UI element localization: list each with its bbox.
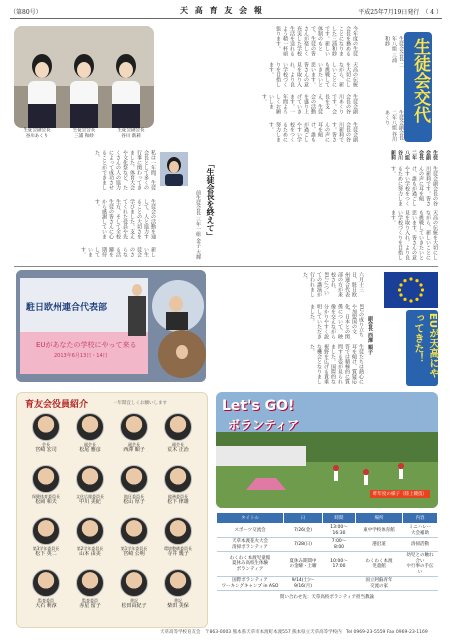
officer-photo	[32, 413, 60, 441]
eu-byline: 副会長 西澤 順子	[367, 316, 373, 355]
article1-paragraph: 天高の伝統を大切にしながら、新しいことにも挑戦していきたいと思います。皆さんの意見を取り入れ、より良い学校づくりを目指します。	[390, 210, 438, 261]
officer-card	[119, 413, 149, 453]
table-row	[217, 577, 438, 591]
officer-card	[75, 517, 105, 557]
table-cell: 東中学校体育館	[356, 524, 403, 538]
officer-name: 松下 英二	[35, 551, 57, 557]
table-row	[217, 524, 438, 538]
byline-3: 生徒会副会長 二年八組 谷川 新莉	[390, 150, 438, 160]
officer-photo	[120, 569, 148, 597]
officer-name: 大石 莉淳	[35, 603, 57, 609]
eu-lecture-image	[16, 270, 206, 382]
officer-photo	[76, 465, 104, 493]
student-council-title: 生徒会交代	[410, 38, 430, 123]
officer-role: 第3学年委員長	[32, 546, 60, 551]
volunteer-photo	[216, 392, 438, 508]
table-cell: ミニハレー 大会補助	[403, 524, 438, 538]
officer-card	[119, 569, 149, 609]
table-row	[217, 538, 438, 552]
issue-number: （第80号）	[10, 9, 42, 16]
table-cell: 9/14(土)〜 9/16(月)	[284, 577, 323, 591]
article2-paragraph: 私は一年間、生徒会長として多くの行事に関わってきました。体育大会や文化祭など、たくさんの人の協力によって成功させることができました。	[94, 150, 156, 190]
officer-card	[31, 569, 61, 609]
table-cell: 国際ボランティア ワーキングキャンプ in ASO	[217, 577, 284, 591]
officers-panel	[16, 392, 208, 628]
col-header-content: 内容	[403, 513, 438, 524]
eu-flag-icon	[384, 272, 438, 308]
student-council-title-box	[404, 32, 432, 142]
officer-photo	[76, 517, 104, 545]
officer-photo	[32, 465, 60, 493]
officers-title: 育友会役員紹介	[25, 400, 89, 410]
article1-bylines	[360, 36, 404, 146]
officer-card	[119, 517, 149, 557]
volunteer-table	[216, 512, 438, 591]
volunteer-table-body	[217, 524, 438, 591]
eu-title: EUが天高にやってきた！	[412, 313, 438, 378]
table-cell: 国立阿蘇青年 交流の家	[356, 577, 403, 591]
officer-name: 中川 美紀	[79, 499, 101, 505]
officer-role: 監査委員	[82, 598, 98, 603]
officer-role: 保健体育委員長	[32, 494, 60, 499]
officer-role: 文化広報委員長	[76, 494, 104, 499]
volunteer-photo-caption: 昨年度の様子（陸上競技）	[370, 490, 430, 498]
officers-subtitle: 一年間宜しくお願いします	[113, 401, 167, 406]
eu-title-box	[406, 310, 438, 386]
table-cell: 港沿道	[356, 538, 403, 552]
section-divider	[14, 266, 438, 267]
article1-paragraph: 今年度の生徒会長を務めることになりました三浦和紗です。新しい体制のもとで、生徒の皆さんが楽しく充実した学校生活を送れるよう精一杯頑張ります。	[275, 26, 358, 56]
article2-paragraph: 新しい生徒会のさらなる活躍を期待しています。	[80, 247, 156, 258]
table-cell: わくわく本渡 児童館	[356, 552, 403, 577]
officer-name: 赤星 留子	[79, 603, 101, 609]
officer-photo	[164, 465, 192, 493]
volunteer-schedule	[216, 512, 438, 620]
officer-name: 松田由紀子	[121, 603, 147, 609]
col-header-date: 日	[284, 513, 323, 524]
officer-role: 副会長	[172, 442, 184, 447]
officer-photo	[120, 413, 148, 441]
table-cell: 7/28(日)	[284, 538, 323, 552]
officer-card	[31, 517, 61, 557]
table-cell: 10:00〜 17:00	[323, 552, 356, 577]
newsletter-title: 天 高 育 友 会 報	[180, 5, 264, 15]
officer-photo	[120, 517, 148, 545]
table-cell: わくわく本渡児童館 夏休み高校生体験 ボランティア	[217, 552, 284, 577]
former-president-byline: 前生徒会長 三年一組 金子 大輝	[195, 190, 201, 260]
three-students-image	[14, 26, 154, 128]
photo-caption-1: 生徒会副会長 谷川あくり	[23, 128, 51, 139]
officer-photo	[32, 517, 60, 545]
officer-name: 宮崎 宏司	[35, 447, 57, 453]
page-header	[10, 4, 442, 19]
former-president-portrait	[160, 152, 188, 186]
page-footer: 天草高等学校育友会 〒863-0003 熊本県天草市本渡町本渡557 熊本県立天草高等学校内 Tel 0969-23-5559 Fax 0969-23-1169	[160, 630, 428, 635]
officer-role: 総務委員長	[168, 494, 188, 499]
officer-name: 松尾 雅彦	[79, 447, 101, 453]
officer-role: 副会長	[128, 442, 140, 447]
officer-card	[163, 517, 193, 557]
photo-caption-2: 生徒会会長 三浦 和紗	[72, 128, 96, 139]
article1-paragraph: 天高の伝統を大切にしながら、新しいことにも挑戦していきたいと思います。皆さんの意見を取り入れ、より良い学校づくりを目指します。	[268, 61, 358, 87]
officer-photo	[32, 569, 60, 597]
col-header-title: タイトル	[217, 513, 284, 524]
officer-card	[75, 569, 105, 609]
officer-role: 第1学年委員長	[120, 546, 148, 551]
officer-role: 地区委員長	[124, 494, 144, 499]
officer-role: 副会長	[84, 442, 96, 447]
table-cell: 7/26(金)	[284, 524, 323, 538]
officer-role: 書記	[130, 598, 138, 603]
officer-photo	[164, 413, 192, 441]
officer-name: 寺井 幾子	[167, 551, 189, 557]
officer-card	[75, 465, 105, 505]
officer-photo	[76, 569, 104, 597]
officer-name: 松山 厚子	[123, 499, 145, 505]
issue-date-page: 平成25年7月19日発行 （ 4 ）	[358, 9, 442, 16]
table-cell: 幼児との触れ合い や行事の手伝い	[403, 552, 438, 577]
table-cell	[323, 577, 356, 591]
article2-body	[16, 150, 156, 262]
article1-body-lower	[232, 150, 438, 262]
officer-role: 第2学年委員長	[76, 546, 104, 551]
article1-paragraph: 生徒会副会長の谷川あくりです。会長を支え、生徒会の活動を盛り上げていきます。一年間よろしくお願いします。	[261, 94, 358, 115]
article1-body	[160, 26, 358, 144]
officer-card	[163, 413, 193, 453]
table-cell: 夏休み期間中 の金曜・土曜	[284, 552, 323, 577]
officer-card	[31, 465, 61, 505]
table-cell: 清掃活動	[403, 538, 438, 552]
article1-paragraph: 生徒会副会長の谷川新莉です。皆さんの声に耳を傾け、誰もが過ごしやすい学校をつくるために努力します。	[268, 121, 358, 142]
table-cell: 13:00〜 16:30	[323, 524, 356, 538]
table-cell	[403, 577, 438, 591]
officer-photo	[164, 517, 192, 545]
table-row	[217, 552, 438, 577]
article3-body	[212, 272, 364, 384]
volunteer-title-jp: ボランティア	[228, 418, 300, 432]
eu-banner-text: 駐日欧州連合代表部	[26, 303, 108, 313]
officer-role: 監査委員	[38, 598, 54, 603]
officer-card	[163, 465, 193, 505]
portrait-image	[160, 152, 188, 186]
officer-card	[75, 413, 105, 453]
officer-photo	[164, 569, 192, 597]
officer-name: 宮崎 公明	[123, 551, 145, 557]
article3-paragraph: EUの成り立ちや加盟国の文化、日本との関係について、映像を交えながら分かりやすく説明していただきました。	[309, 303, 364, 339]
article3-paragraph: 生徒たちは熱心に耳を傾け、質疑応答では積極的に質問する姿が見られました。国際的な視野を広げる貴重な機会となりました。	[309, 343, 364, 384]
byline-1: 生徒会会長 二年八組 三浦 和紗	[384, 36, 404, 68]
eu-photo-collage	[16, 270, 206, 382]
officer-name: 松岡 和夫	[35, 499, 57, 505]
officer-role: 書記	[174, 598, 182, 603]
photo-caption-3: 生徒会副会長 谷川 新莉	[117, 128, 145, 139]
officer-role: 環境整備委員長	[164, 546, 192, 551]
byline-2: 生徒会副会長 二年八組 谷川あくり	[384, 109, 404, 142]
eu-flag	[384, 272, 438, 308]
officer-name: 荒木 正治	[167, 447, 189, 453]
volunteer-contact: 問い合わせ先：天草高校ボランティア担当教諭	[279, 595, 375, 600]
eu-banner-date: 2013年6月13日・14日	[54, 353, 108, 359]
officer-photo	[76, 413, 104, 441]
officer-card	[31, 413, 61, 453]
col-header-time: 時間	[323, 513, 356, 524]
officer-name: 西澤 順子	[123, 447, 145, 453]
article1-paragraph: 生徒会副会長の谷川新莉です。皆さんの声に耳を傾け、誰もが過ごしやすい学校をつくるために努力します。	[390, 166, 438, 207]
student-council-photo	[14, 26, 154, 128]
volunteer-title-en: Let's GO!	[222, 398, 295, 414]
col-header-place: 場所	[356, 513, 403, 524]
table-cell: 7:00〜 8:00	[323, 538, 356, 552]
officer-card	[163, 569, 193, 609]
table-cell: スポーツ交流会	[217, 524, 284, 538]
article3-paragraph: 六月十三日、駐日欧州連合代表部の方が来校され、EUについての講演が行われました。	[302, 272, 364, 297]
table-cell: 天草本渡花火大会 清掃ボランティア	[217, 538, 284, 552]
officer-photo	[120, 465, 148, 493]
eu-banner-subtitle: EUがあなたの学校にやって来る	[36, 341, 137, 349]
officer-role: 会長	[42, 442, 50, 447]
former-president-title: 「生徒会長を終えて」	[206, 160, 215, 240]
officer-name: 柴田 美保	[167, 603, 189, 609]
officer-card	[119, 465, 149, 505]
article2-paragraph: 生徒会の活動を通して、人と協力することの大切さを学びました。支えてくれた役員や先生方、そして全校生徒の皆さんに心から感謝しています。	[94, 198, 156, 239]
officer-name: 松下 律雄	[167, 499, 189, 505]
officer-name: 山本 由美	[79, 551, 101, 557]
